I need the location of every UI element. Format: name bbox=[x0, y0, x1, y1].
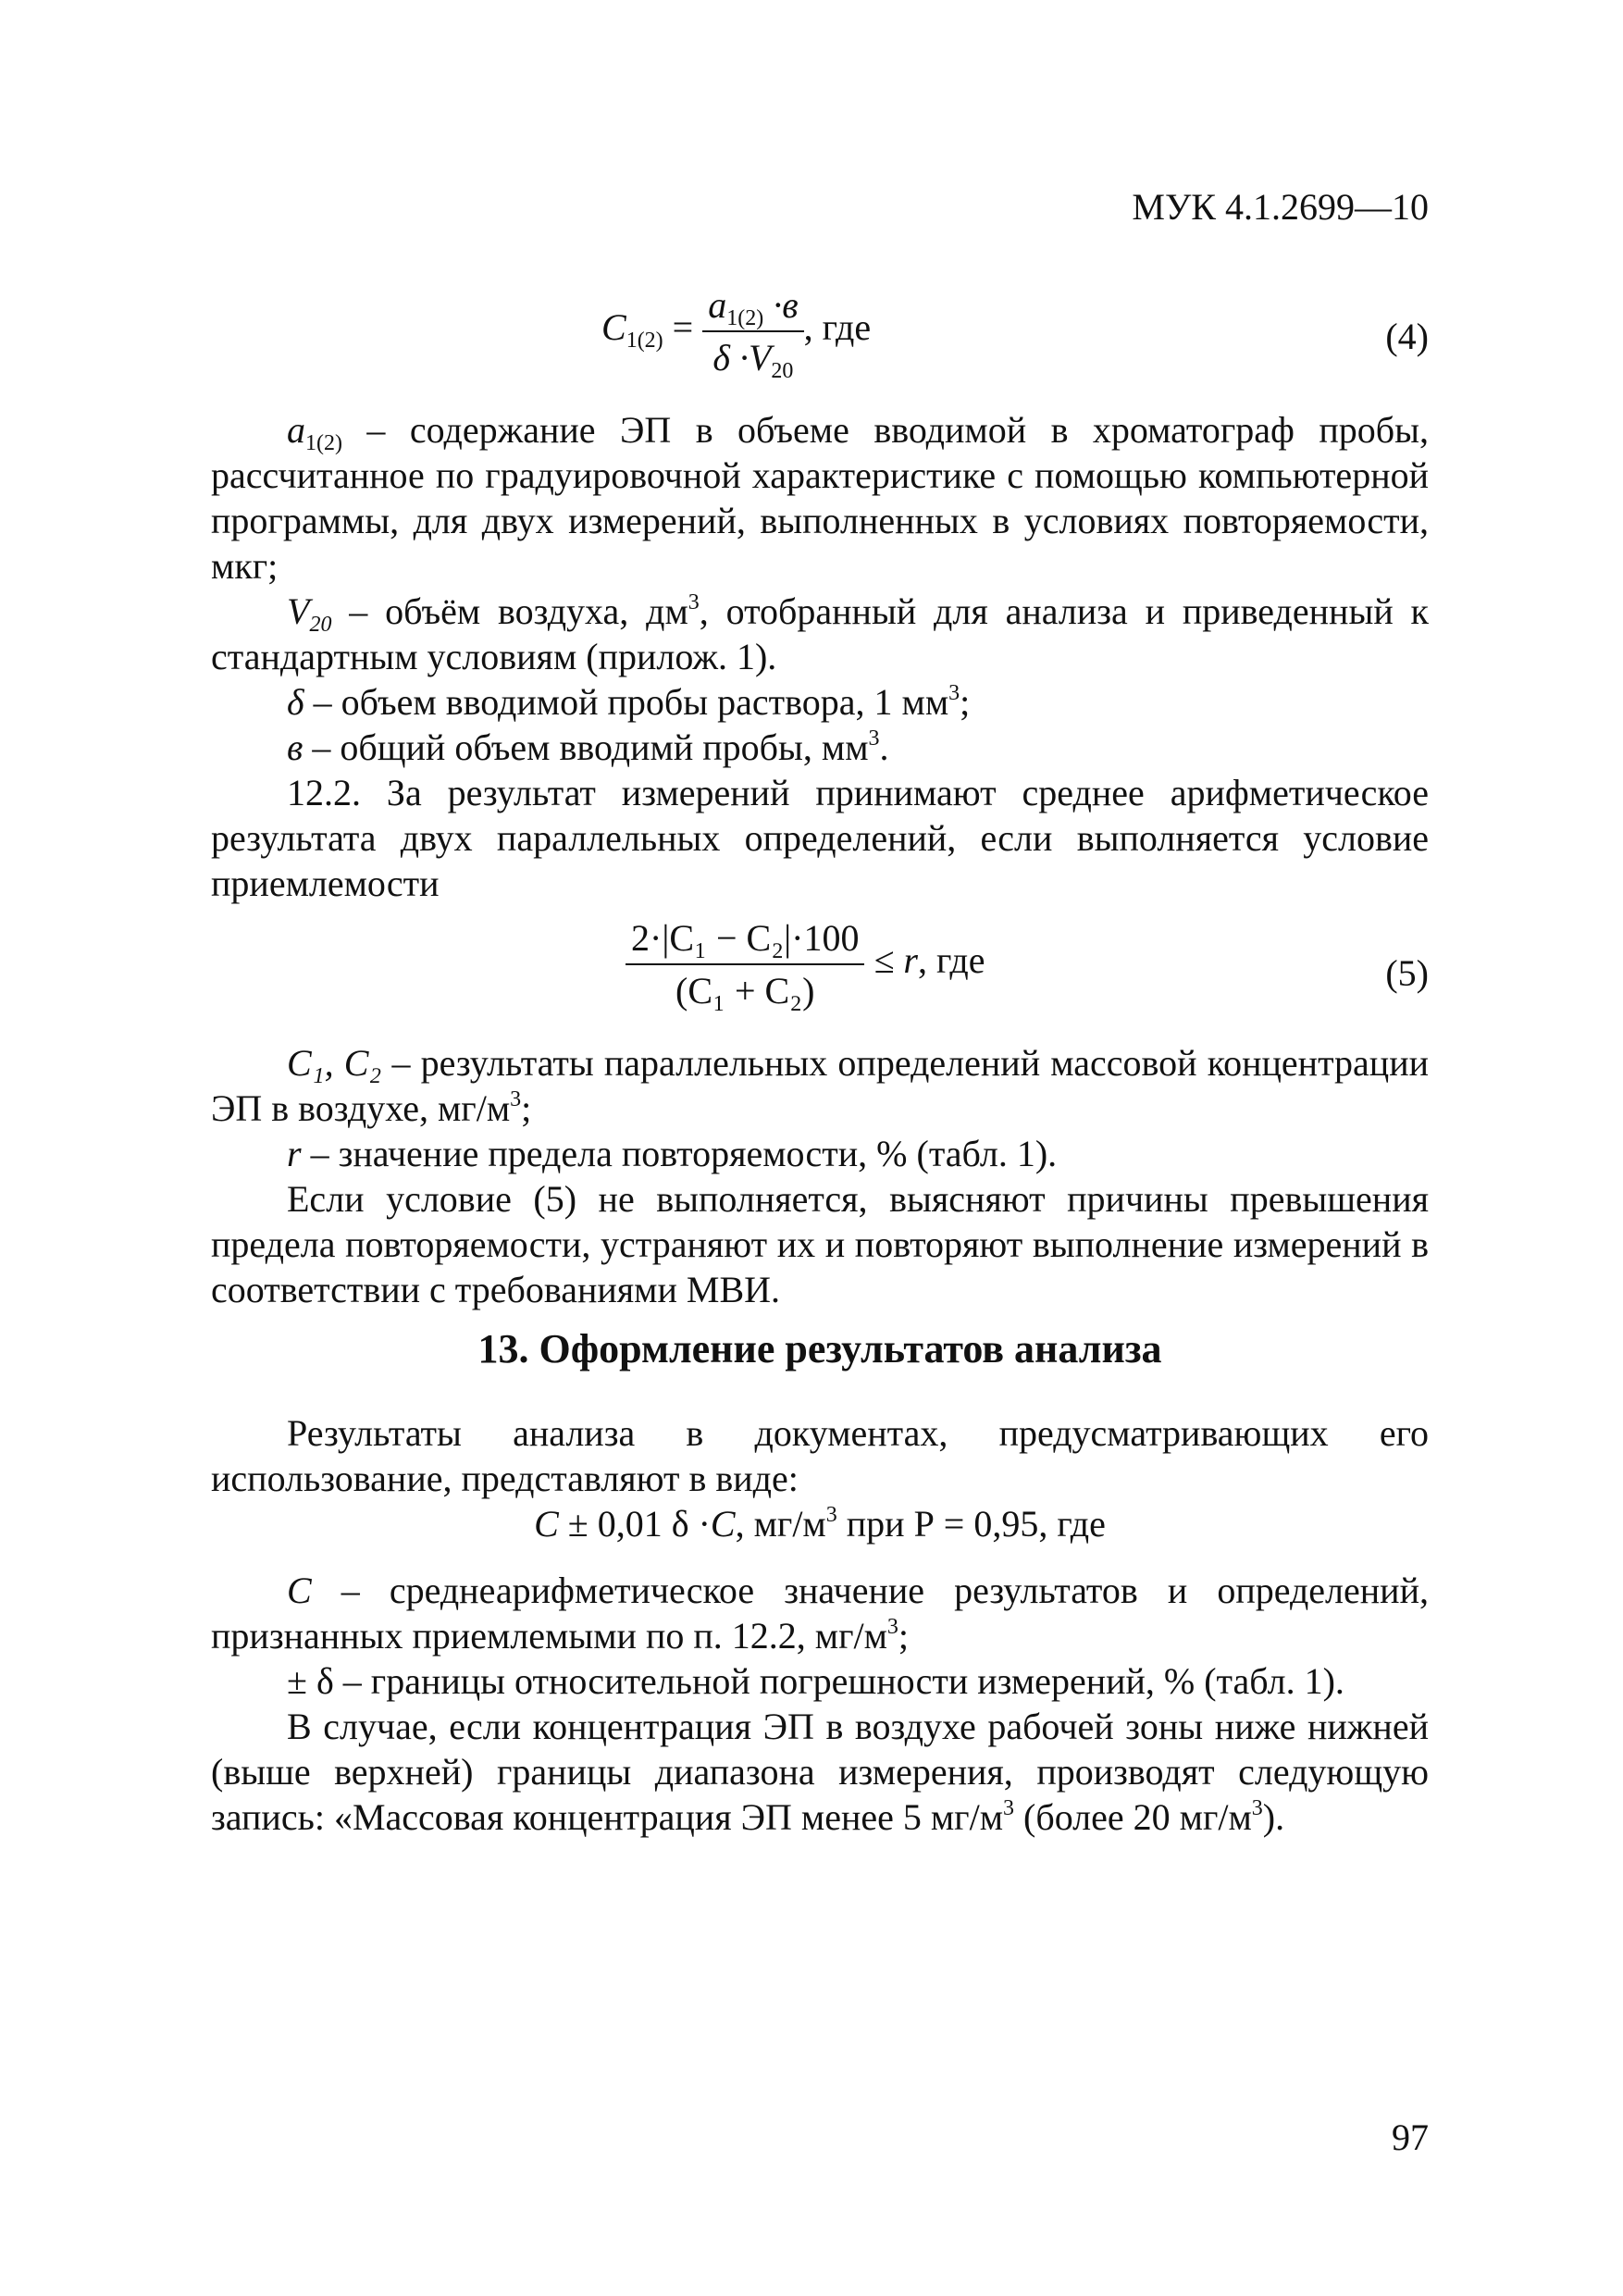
formula-4-number: (4) bbox=[1385, 316, 1429, 357]
definition-v20: $V_{20}$ – объём воздуха, $дм^3$, отобранный для анализа и приведенный к стандартным условиям (прилож. 1). bbox=[211, 590, 1429, 677]
definition-r: r – значение предела повторяемости, % (табл. 1). bbox=[287, 1133, 1058, 1174]
page-number: 97 bbox=[1392, 2116, 1429, 2158]
formula-4-lhs: C bbox=[601, 306, 626, 349]
definition-c-mean: C – среднеарифметическое значение результатов и определений, признанных приемлемыми по п. 12.2, $мг/м^3$; bbox=[211, 1570, 1429, 1657]
definition-delta: δ – объем вводимой пробы раствора, 1 $мм^3$; bbox=[287, 681, 971, 723]
definition-c1-c2: C₁, C₂ – результаты параллельных определений массовой концентрации ЭП в воздухе, $мг/м^3$; bbox=[211, 1042, 1430, 1129]
definition-v: в – общий объем вводимй пробы, $мм^3$. bbox=[287, 726, 889, 768]
formula-5-fraction: $\frac{\text{2·|C₁ − C₂|·100}}{\text{(C₁ + C₂)}}$ bbox=[626, 916, 864, 1012]
formula-5-number: (5) bbox=[1385, 952, 1429, 994]
section-13-intro: Результаты анализа в документах, предусматривающих его использование, представляют в виде: bbox=[211, 1412, 1429, 1499]
definition-a: $a_{1(2)}$ – содержание ЭП в объеме вводимой в хроматограф пробы, рассчитанное по градуировочной характеристике с помощью компьютерной программы, для двух измерений, выполненных в условиях повторяемости, мкг; bbox=[211, 409, 1429, 587]
formula-4: $C_{1(2)}$ = $\frac{a_{1(2)} \cdot в}{\delta \cdot V_{20}}$ , где bbox=[601, 284, 872, 383]
result-formula: C ± 0,01 δ ·C, $мг/м^3$ при Р = 0,95, где bbox=[534, 1503, 1106, 1545]
section-13-heading: 13. Оформление результатов анализа bbox=[477, 1326, 1162, 1371]
formula-5: $\frac{\text{2·|C₁ − C₂|·100}}{\text{(C₁ + C₂)}}$ ≤ r, где bbox=[626, 916, 985, 1012]
paragraph-if-condition: Если условие (5) не выполняется, выясняют причины превышения предела повторяемости, устраняют их и повторяют выполнение измерений в соответствии с требованиями МВИ. bbox=[211, 1178, 1429, 1310]
document-code-header: МУК 4.1.2699—10 bbox=[1132, 186, 1429, 228]
paragraph-out-of-range: В случае, если концентрация ЭП в воздухе рабочей зоны ниже нижней (выше верхней) границы диапазона измерения, производят следующую запись: «Массовая концентрация ЭП менее 5 $мг/м^3$ (более 20 $мг/м^3$). bbox=[211, 1706, 1429, 1838]
definition-delta-bounds: ± δ – границы относительной погрешности измерений, % (табл. 1). bbox=[287, 1660, 1344, 1702]
formula-4-fraction: $\frac{a_{1(2)} \cdot в}{\delta \cdot V_{20}}$ bbox=[702, 283, 803, 379]
paragraph-12-2: 12.2. За результат измерений принимают среднее арифметическое результата двух параллельных определений, если выполняется условие приемлемости bbox=[211, 772, 1429, 904]
